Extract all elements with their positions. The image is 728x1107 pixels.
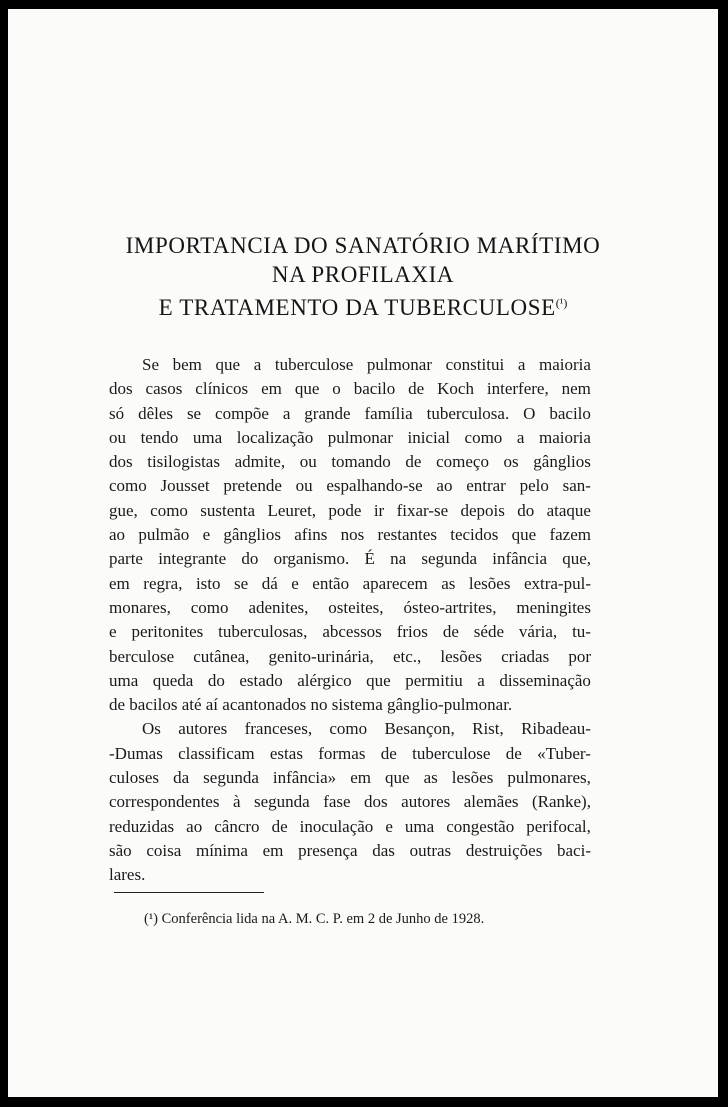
paragraph-line: ou tendo uma localização pulmonar inicial como a maioria (109, 427, 591, 447)
paragraph-line: como Jousset pretende ou espalhando-se ao entrar pelo san- (109, 476, 591, 496)
footnote-divider (114, 892, 264, 893)
paragraph-line: dos tisilogistas admite, ou tomando de começo os gânglios (109, 452, 591, 472)
paragraph-line: berculose cutânea, genito-urinária, etc., lesões criadas por (109, 646, 591, 666)
paragraph-line: ao pulmão e gânglios afins nos restantes tecidos que fazem (109, 525, 591, 545)
paragraph-line: gue, como sustenta Leuret, pode ir fixar-se depois do ataque (109, 500, 591, 520)
title-footnote-mark: (¹) (555, 296, 568, 310)
footnote-text: Conferência lida na A. M. C. P. em 2 de Junho de 1928. (161, 911, 485, 927)
paragraph-line: são coisa mínima em presença das outras destruições baci- (109, 840, 591, 860)
paragraph-line: e peritonites tuberculosas, abcessos frios de séde vária, tu- (109, 622, 591, 642)
paragraph-line: correspondentes à segunda fase dos autores alemães (Ranke), (109, 792, 591, 812)
title-line-2: NA PROFILAXIA (271, 262, 455, 287)
paragraph-line: de bacilos até aí acantonados no sistema gânglio-pulmonar. (109, 695, 513, 715)
page-title (8, 231, 718, 322)
title-line-1: IMPORTANCIA DO SANATÓRIO MARÍTIMO (125, 233, 601, 258)
paragraph-line: uma queda do estado alérgico que permitiu a disseminação (109, 670, 591, 690)
paragraph-line: reduzidas ao câncro de inoculação e uma congestão perifocal, (109, 816, 591, 836)
paragraph-line: Se bem que a tuberculose pulmonar constitui a maioria (142, 355, 591, 374)
footnote-mark: (¹) (144, 911, 159, 927)
body-text (109, 353, 591, 888)
paragraph-line: Os autores franceses, como Besançon, Rist, Ribadeau- (142, 719, 591, 739)
paragraph-line: dos casos clínicos em que o bacilo de Koch interfere, nem (109, 379, 591, 399)
document-page (8, 9, 718, 1097)
paragraph-line: monares, como adenites, osteites, ósteo-artrites, meningites (109, 597, 591, 617)
paragraph-line: em regra, isto se dá e então aparecem as lesões extra-pul- (109, 573, 591, 593)
footnote (144, 911, 484, 928)
title-line-3 (8, 289, 718, 322)
paragraph-line: parte integrante do organismo. É na segunda infância que, (109, 549, 591, 569)
paragraph-line: -Dumas classificam estas formas de tuberculose de «Tuber- (109, 743, 591, 763)
paragraph-line: lares. (109, 865, 146, 885)
title-line-3-text: E TRATAMENTO DA TUBERCULOSE (158, 295, 556, 320)
paragraph-line: culoses da segunda infância» em que as lesões pulmonares, (109, 768, 591, 788)
paragraph-line: só dêles se compõe a grande família tuberculosa. O bacilo (109, 403, 591, 423)
